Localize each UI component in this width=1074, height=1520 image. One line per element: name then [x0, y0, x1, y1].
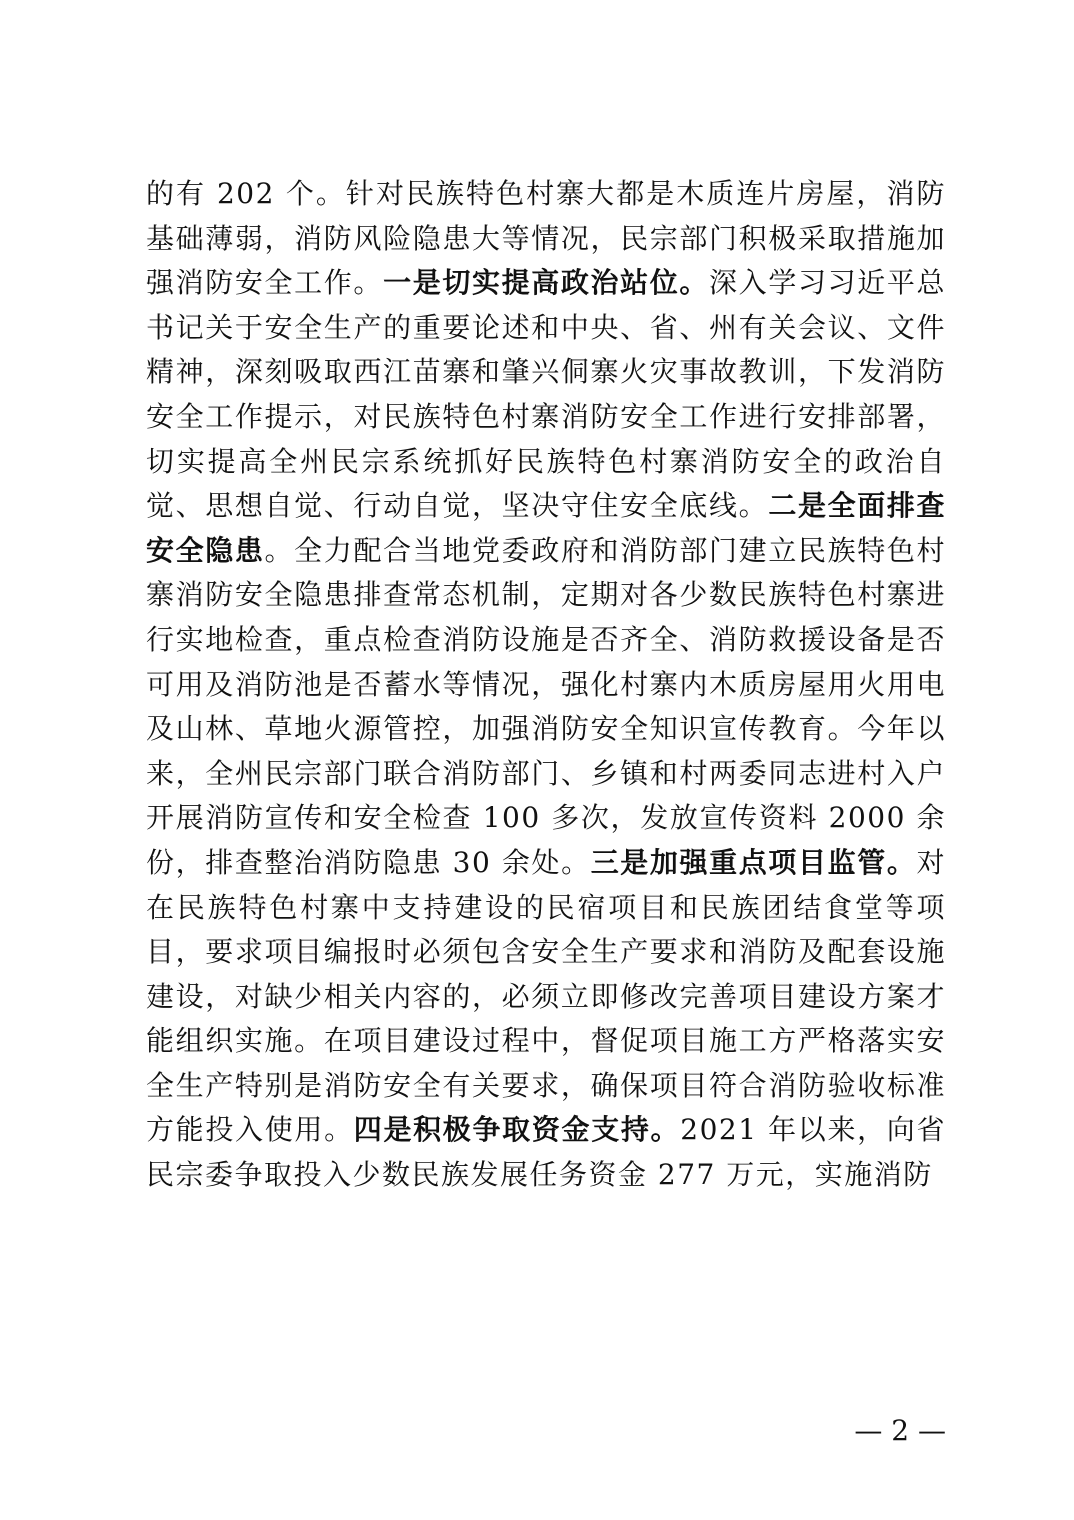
- body-paragraph: [146, 172, 946, 1198]
- bold-heading-three: 三是加强重点项目监管。: [590, 845, 917, 879]
- text-segment: 的有 202 个。针对民族特色村寨大都是木质连片房屋，消防基础薄弱，消防风险隐患大等情况，民宗部门积极采取措施加强消防安全工作。: [146, 177, 946, 300]
- text-segment: 2021 年以来，向省民宗委争取投入少数民族发展任务资金 277 万元，实施消防: [146, 1113, 946, 1192]
- text-segment: 对在民族特色村寨中支持建设的民宿项目和民族团结食堂等项目，要求项目编报时必须包含安全生产要求和消防及配套设施建设，对缺少相关内容的，必须立即修改完善项目建设方案才能组织实施。在项目建设过程中，督促项目施工方严格落实安全生产特别是消防安全有关要求，确保项目符合消防验收标准方能投入使用。: [146, 845, 946, 1147]
- bold-heading-one: 一是切实提高政治站位。: [383, 266, 710, 300]
- bold-heading-four: 四是积极争取资金支持。: [353, 1113, 681, 1147]
- bold-heading-two: 二是全面排查安全隐患: [146, 489, 946, 567]
- text-segment: 深入学习习近平总书记关于安全生产的重要论述和中央、省、州有关会议、文件精神，深刻吸取西江苗寨和肇兴侗寨火灾事故教训，下发消防安全工作提示，对民族特色村寨消防安全工作进行安排部署，切实提高全州民宗系统抓好民族特色村寨消防安全的政治自觉、思想自觉、行动自觉，坚决守住安全底线。: [146, 266, 946, 523]
- page-number: — 2 —: [854, 1414, 946, 1447]
- text-segment: 。全力配合当地党委政府和消防部门建立民族特色村寨消防安全隐患排查常态机制，定期对各少数民族特色村寨进行实地检查，重点检查消防设施是否齐全、消防救援设备是否可用及消防池是否蓄水等情况，强化村寨内木质房屋用火用电及山林、草地火源管控，加强消防安全知识宣传教育。今年以来，全州民宗部门联合消防部门、乡镇和村两委同志进村入户开展消防宣传和安全检查 100 多次，发放宣传资料 2000 余份，排查整治消防隐患 30 余处。: [146, 533, 946, 879]
